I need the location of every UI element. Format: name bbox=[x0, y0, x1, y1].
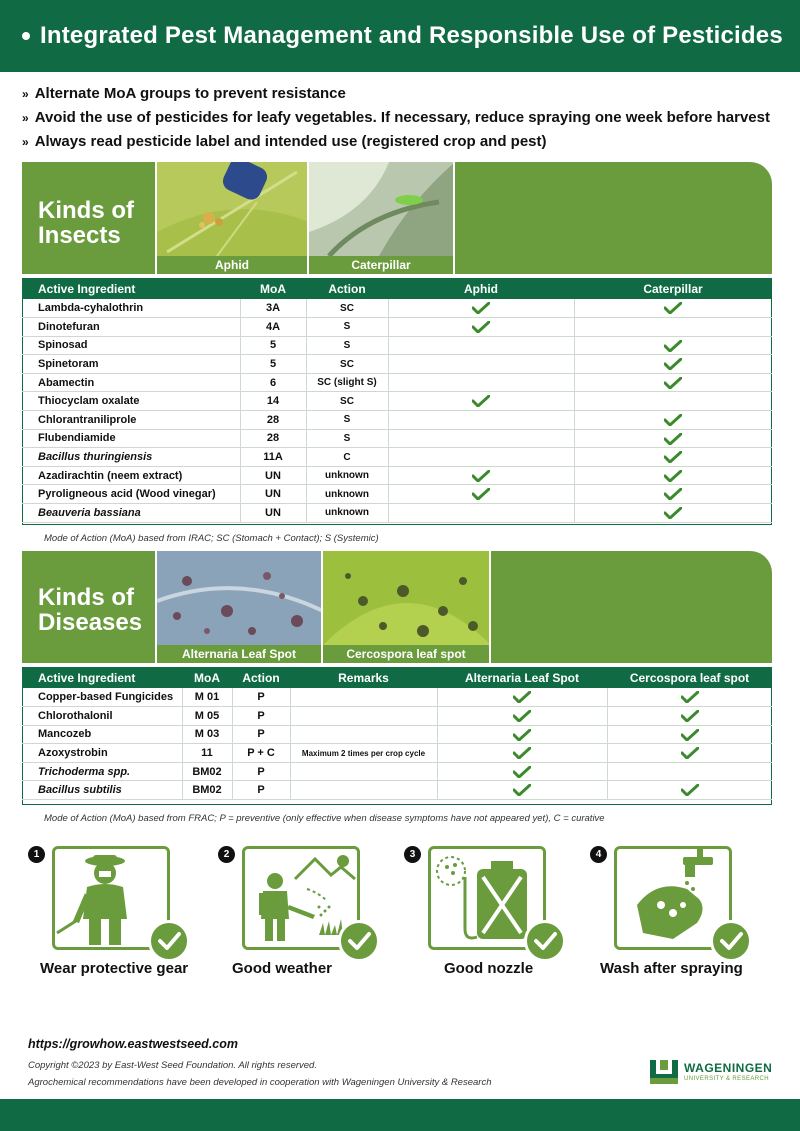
step-label: Good nozzle bbox=[444, 960, 534, 977]
alternaria-cell bbox=[437, 762, 607, 781]
diseases-table-header: Active Ingredient MoA Action Remarks Alternaria Leaf Spot Cercospora leaf spot bbox=[22, 667, 772, 688]
ingredient-cell: Bacillus subtilis bbox=[22, 781, 182, 800]
ingredient-cell: Dinotefuran bbox=[22, 318, 240, 337]
checkmark-icon bbox=[524, 920, 566, 962]
checkmark-icon bbox=[472, 302, 490, 314]
diseases-table-row bbox=[22, 744, 772, 763]
action-cell: P bbox=[232, 781, 290, 800]
caterpillar-photo-caption: Caterpillar bbox=[309, 256, 453, 274]
checkmark-icon bbox=[664, 340, 682, 352]
step-label: Good weather bbox=[232, 960, 333, 977]
aphid-cell bbox=[388, 318, 574, 337]
checkmark-icon bbox=[664, 358, 682, 370]
wageningen-logo: WAGENINGEN UNIVERSITY & RESEARCH bbox=[648, 1058, 788, 1088]
diseases-footnote: Mode of Action (MoA) based from FRAC; P = preventive (only effective when disease symptoms have not appeared yet), C = curative bbox=[44, 813, 605, 824]
action-cell: SC bbox=[306, 392, 388, 411]
diseases-banner-title: Kinds of Diseases bbox=[38, 584, 143, 636]
caterpillar-cell bbox=[574, 336, 772, 355]
checkmark-icon bbox=[664, 377, 682, 389]
insects-table-row bbox=[22, 504, 772, 523]
checkmark-icon bbox=[472, 321, 490, 333]
moa-cell: 3A bbox=[240, 299, 306, 318]
diseases-banner bbox=[22, 551, 772, 663]
chevron-right-icon: » bbox=[22, 87, 29, 101]
aphid-cell bbox=[388, 336, 574, 355]
footer-url[interactable]: https://growhow.eastwestseed.com bbox=[28, 1037, 238, 1051]
caterpillar-cell bbox=[574, 373, 772, 392]
page-header bbox=[0, 0, 800, 72]
page-title: Integrated Pest Management and Responsible Use of Pesticides bbox=[40, 22, 783, 49]
cercospora-cell bbox=[607, 707, 772, 726]
alternaria-photo-caption: Alternaria Leaf Spot bbox=[157, 645, 321, 663]
caterpillar-cell bbox=[574, 429, 772, 448]
checkmark-icon bbox=[681, 710, 699, 722]
checkmark-icon bbox=[513, 710, 531, 722]
action-cell: SC bbox=[306, 355, 388, 374]
action-cell: S bbox=[306, 318, 388, 337]
moa-cell: 4A bbox=[240, 318, 306, 337]
diseases-table-row bbox=[22, 688, 772, 707]
caterpillar-cell bbox=[574, 355, 772, 374]
cercospora-photo-caption: Cercospora leaf spot bbox=[323, 645, 489, 663]
remarks-cell bbox=[290, 781, 437, 800]
aphid-cell bbox=[388, 355, 574, 374]
checkmark-icon bbox=[472, 395, 490, 407]
alternaria-cell bbox=[437, 688, 607, 707]
guideline-item: » Always read pesticide label and intended use (registered crop and pest) bbox=[22, 133, 547, 150]
ingredient-cell: Chlorantraniliprole bbox=[22, 411, 240, 430]
aphid-cell bbox=[388, 373, 574, 392]
ingredient-cell: Beauveria bassiana bbox=[22, 504, 240, 523]
checkmark-icon bbox=[338, 920, 380, 962]
cercospora-leaf-icon bbox=[323, 551, 489, 645]
action-cell: SC bbox=[306, 299, 388, 318]
cercospora-photo bbox=[321, 551, 489, 663]
action-cell: S bbox=[306, 429, 388, 448]
diseases-table-row bbox=[22, 781, 772, 800]
insects-table bbox=[22, 278, 772, 523]
ingredient-cell: Chlorothalonil bbox=[22, 707, 182, 726]
checkmark-icon bbox=[664, 451, 682, 463]
alternaria-leaf-icon bbox=[157, 551, 321, 645]
checkmark-icon bbox=[513, 729, 531, 741]
alternaria-cell bbox=[437, 781, 607, 800]
moa-cell: BM02 bbox=[182, 781, 232, 800]
checkmark-icon bbox=[681, 747, 699, 759]
caterpillar-cell bbox=[574, 318, 772, 337]
ingredient-cell: Spinosad bbox=[22, 336, 240, 355]
checkmark-icon bbox=[148, 920, 190, 962]
checkmark-icon bbox=[681, 784, 699, 796]
aphid-cell bbox=[388, 299, 574, 318]
insects-table-row bbox=[22, 485, 772, 504]
footer-copyright: Copyright ©2023 by East-West Seed Foundation. All rights reserved. Agrochemical recommendations have been developed in cooperation with Wageningen University & Research bbox=[28, 1060, 492, 1088]
checkmark-icon bbox=[681, 729, 699, 741]
checkmark-icon bbox=[681, 691, 699, 703]
cercospora-cell bbox=[607, 762, 772, 781]
insects-banner bbox=[22, 162, 772, 274]
aphid-leaf-icon bbox=[157, 162, 307, 256]
aphid-cell bbox=[388, 429, 574, 448]
insects-footnote: Mode of Action (MoA) based from IRAC; SC (Stomach + Contact); S (Systemic) bbox=[44, 533, 379, 544]
aphid-cell bbox=[388, 466, 574, 485]
action-cell: S bbox=[306, 411, 388, 430]
alternaria-cell bbox=[437, 707, 607, 726]
caterpillar-photo bbox=[307, 162, 453, 274]
insects-table-row bbox=[22, 466, 772, 485]
caterpillar-cell bbox=[574, 466, 772, 485]
guidelines-list bbox=[22, 82, 792, 154]
checkmark-icon bbox=[513, 747, 531, 759]
caterpillar-cell bbox=[574, 392, 772, 411]
ingredient-cell: Spinetoram bbox=[22, 355, 240, 374]
checkmark-icon bbox=[513, 691, 531, 703]
insects-banner-title: Kinds of Insects bbox=[38, 197, 134, 249]
step-wash: 4 Wash after spraying bbox=[590, 846, 770, 986]
diseases-table bbox=[22, 667, 772, 800]
diseases-table-row bbox=[22, 762, 772, 781]
checkmark-icon bbox=[664, 433, 682, 445]
ingredient-cell: Abamectin bbox=[22, 373, 240, 392]
page-footer-bar bbox=[0, 1099, 800, 1131]
caterpillar-leaf-icon bbox=[309, 162, 453, 256]
moa-cell: M 01 bbox=[182, 688, 232, 707]
step-protective-gear: 1 Wear protective gear bbox=[28, 846, 208, 986]
ingredient-cell: Azadirachtin (neem extract) bbox=[22, 466, 240, 485]
moa-cell: BM02 bbox=[182, 762, 232, 781]
checkmark-icon bbox=[664, 302, 682, 314]
insects-table-row bbox=[22, 448, 772, 467]
remarks-cell bbox=[290, 707, 437, 726]
action-cell: P bbox=[232, 688, 290, 707]
step-label: Wash after spraying bbox=[600, 960, 743, 977]
step-good-weather: 2 Good weather bbox=[218, 846, 398, 986]
remarks-cell: Maximum 2 times per crop cycle bbox=[290, 744, 437, 763]
action-cell: P bbox=[232, 762, 290, 781]
moa-cell: M 05 bbox=[182, 707, 232, 726]
moa-cell: 5 bbox=[240, 336, 306, 355]
remarks-cell bbox=[290, 762, 437, 781]
chevron-right-icon: » bbox=[22, 135, 29, 149]
chevron-right-icon: » bbox=[22, 111, 29, 125]
action-cell: unknown bbox=[306, 504, 388, 523]
remarks-cell bbox=[290, 725, 437, 744]
caterpillar-cell bbox=[574, 448, 772, 467]
moa-cell: 6 bbox=[240, 373, 306, 392]
aphid-cell bbox=[388, 448, 574, 467]
bullet-dot-icon bbox=[22, 32, 30, 40]
cercospora-cell bbox=[607, 744, 772, 763]
diseases-table-row bbox=[22, 707, 772, 726]
step-good-nozzle: 3 Good nozzle bbox=[404, 846, 584, 986]
alternaria-cell bbox=[437, 744, 607, 763]
moa-cell: M 03 bbox=[182, 725, 232, 744]
checkmark-icon bbox=[664, 488, 682, 500]
moa-cell: 28 bbox=[240, 429, 306, 448]
insects-table-row bbox=[22, 392, 772, 411]
cercospora-cell bbox=[607, 688, 772, 707]
action-cell: P bbox=[232, 725, 290, 744]
moa-cell: 11 bbox=[182, 744, 232, 763]
diseases-table-row bbox=[22, 725, 772, 744]
moa-cell: 14 bbox=[240, 392, 306, 411]
ingredient-cell: Flubendiamide bbox=[22, 429, 240, 448]
ingredient-cell: Lambda-cyhalothrin bbox=[22, 299, 240, 318]
insects-table-row bbox=[22, 299, 772, 318]
caterpillar-cell bbox=[574, 504, 772, 523]
moa-cell: UN bbox=[240, 466, 306, 485]
caterpillar-cell bbox=[574, 299, 772, 318]
insects-table-header: Active Ingredient MoA Action Aphid Caterpillar bbox=[22, 278, 772, 299]
aphid-cell bbox=[388, 392, 574, 411]
aphid-photo-caption: Aphid bbox=[157, 256, 307, 274]
insects-table-row bbox=[22, 411, 772, 430]
action-cell: unknown bbox=[306, 485, 388, 504]
checkmark-icon bbox=[513, 784, 531, 796]
action-cell: unknown bbox=[306, 466, 388, 485]
alternaria-photo bbox=[155, 551, 321, 663]
ingredient-cell: Thiocyclam oxalate bbox=[22, 392, 240, 411]
action-cell: P + C bbox=[232, 744, 290, 763]
checkmark-icon bbox=[664, 414, 682, 426]
insects-table-row bbox=[22, 318, 772, 337]
checkmark-icon bbox=[664, 470, 682, 482]
checkmark-icon bbox=[664, 507, 682, 519]
insects-table-row bbox=[22, 429, 772, 448]
caterpillar-cell bbox=[574, 485, 772, 504]
ingredient-cell: Mancozeb bbox=[22, 725, 182, 744]
moa-cell: UN bbox=[240, 504, 306, 523]
action-cell: S bbox=[306, 336, 388, 355]
moa-cell: 11A bbox=[240, 448, 306, 467]
wageningen-logo-icon bbox=[648, 1058, 680, 1086]
aphid-cell bbox=[388, 504, 574, 523]
ingredient-cell: Azoxystrobin bbox=[22, 744, 182, 763]
caterpillar-cell bbox=[574, 411, 772, 430]
checkmark-icon bbox=[710, 920, 752, 962]
cercospora-cell bbox=[607, 725, 772, 744]
ingredient-cell: Copper-based Fungicides bbox=[22, 688, 182, 707]
action-cell: SC (slight S) bbox=[306, 373, 388, 392]
action-cell: P bbox=[232, 707, 290, 726]
insects-table-row bbox=[22, 373, 772, 392]
ingredient-cell: Bacillus thuringiensis bbox=[22, 448, 240, 467]
ingredient-cell: Pyroligneous acid (Wood vinegar) bbox=[22, 485, 240, 504]
moa-cell: 5 bbox=[240, 355, 306, 374]
alternaria-cell bbox=[437, 725, 607, 744]
moa-cell: 28 bbox=[240, 411, 306, 430]
guideline-item: » Avoid the use of pesticides for leafy vegetables. If necessary, reduce spraying one week before harvest bbox=[22, 109, 770, 126]
cercospora-cell bbox=[607, 781, 772, 800]
insects-table-row bbox=[22, 336, 772, 355]
aphid-cell bbox=[388, 485, 574, 504]
action-cell: C bbox=[306, 448, 388, 467]
ingredient-cell: Trichoderma spp. bbox=[22, 762, 182, 781]
checkmark-icon bbox=[472, 470, 490, 482]
step-label: Wear protective gear bbox=[40, 960, 189, 977]
moa-cell: UN bbox=[240, 485, 306, 504]
insects-table-row bbox=[22, 355, 772, 374]
guideline-item: » Alternate MoA groups to prevent resistance bbox=[22, 85, 346, 102]
checkmark-icon bbox=[472, 488, 490, 500]
remarks-cell bbox=[290, 688, 437, 707]
aphid-photo bbox=[155, 162, 307, 274]
aphid-cell bbox=[388, 411, 574, 430]
checkmark-icon bbox=[513, 766, 531, 778]
